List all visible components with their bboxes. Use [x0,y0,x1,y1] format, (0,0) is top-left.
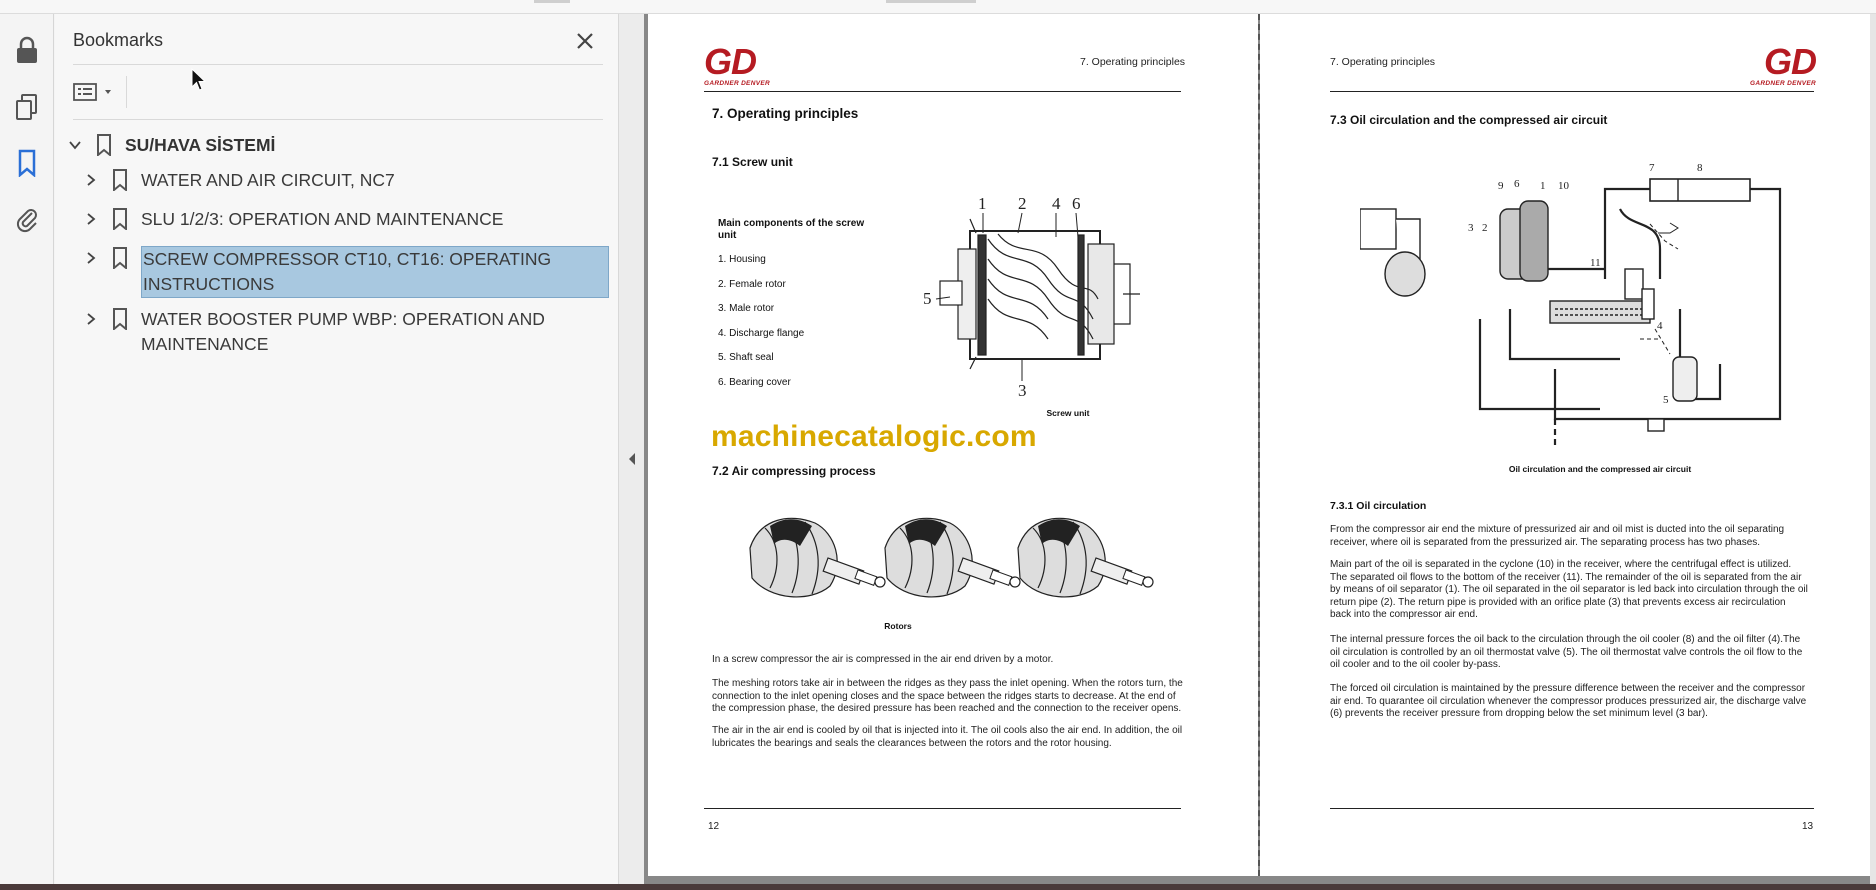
divider [73,64,603,65]
bookmark-label [141,307,545,357]
page-thumbnails-icon[interactable] [9,89,45,125]
diagram-label: 4 [1657,320,1663,332]
diagram-label: 10 [1558,180,1569,192]
bookmark-label-line: MAINTENANCE [141,334,269,354]
diagram-label: 6 [1514,178,1520,190]
bookmark-label-line: SCREW COMPRESSOR CT10, CT16: OPERATING [143,249,552,269]
diagram-label: 5 [1663,394,1669,406]
bookmark-item-water-air-circuit[interactable] [81,168,395,193]
caret-down-icon [103,87,113,97]
bookmark-label-line: INSTRUCTIONS [143,274,275,294]
diagram-label: 6 [1072,194,1081,213]
page-number: 13 [1802,821,1814,832]
lock-icon[interactable] [9,32,45,68]
diagram-label: 3 [1468,222,1474,234]
chevron-right-icon[interactable] [81,168,101,192]
figure-caption: Oil circulation and the compressed air circuit [1508,464,1692,474]
bookmark-item-su-hava[interactable] [65,133,275,158]
page-number: 12 [708,821,720,832]
diagram-label: 11 [1590,257,1601,269]
page-header-text: 7. Operating principles [1330,56,1436,68]
diagram-label: 2 [1482,222,1488,234]
bookmark-icon [107,246,133,270]
chevron-right-icon[interactable] [81,207,101,231]
figure-caption: Screw unit [1046,408,1090,418]
body-paragraph: The forced oil circulation is maintained by the pressure difference between the receiver and the compressor air end. To quarantee oil circulation whenever the compressor produces pressurized air, the discharge valve (6) prevents the receiver pressure from dropping below the set minimum level (3 bar). [1330,683,1807,719]
diagram-label: 3 [1018,381,1027,399]
bookmark-label: SU/HAVA SİSTEMİ [125,135,276,155]
diagram-label: 9 [1498,180,1504,192]
bookmarks-panel [55,14,618,884]
diagram-label: 8 [1697,162,1703,174]
gardner-denver-logo: GD GARDNER DENVER [704,41,770,87]
page-header-text: 7. Operating principles [1080,56,1186,68]
figure-caption: Rotors [884,621,912,631]
bookmark-icon [107,207,133,231]
section-heading: 7.3 Oil circulation and the compressed air circuit [1330,113,1608,127]
taskbar-strip [0,884,1876,890]
close-icon[interactable] [570,26,600,56]
top-toolbar-strip [0,0,1876,14]
divider [126,76,127,108]
body-paragraph: Main part of the oil is separated in the cyclone (10) in the receiver, where the centrifugal effect is utilized. The separated oil flows to the bottom of the receiver (11). The remainder of the oil is separated from the air by means of oil separator (1). The oil separated in the oil separator is led back into circulation through the oil return pipe (2). The return pipe is provided with an orifice plate (3) that prevents excess air recirculation back into the compressor air end. [1330,559,1808,620]
bookmark-item-water-booster[interactable] [81,307,545,357]
chevron-down-icon[interactable] [65,133,85,157]
bookmarks-icon[interactable] [9,145,45,181]
body-paragraph: In a screw compressor the air is compressed in the air end driven by a motor. [712,654,1054,665]
gardner-denver-logo: GD GARDNER DENVER [1750,41,1816,87]
component-item: 4. Discharge flange [718,328,805,339]
bookmark-item-slu[interactable] [81,207,503,232]
panel-splitter[interactable] [618,14,644,884]
subsection-heading: 7.1 Screw unit [712,155,793,169]
chevron-right-icon[interactable] [81,307,101,331]
bookmark-label-selected[interactable] [141,246,609,298]
bookmark-icon [107,307,133,331]
bookmark-icon [91,133,117,157]
diagram-label: 1 [978,194,987,213]
footer-rule [1330,808,1814,809]
diagram-label: 4 [1052,194,1061,213]
diagram-label: 5 [923,289,932,308]
body-paragraph: From the compressor air end the mixture of pressurized air and oil mist is ducted into the oil separating receiver, where oil is separated from the pressurized air. The separating process has two phases. [1330,524,1785,548]
left-tool-rail [0,14,54,884]
attachments-icon[interactable] [9,201,45,237]
toolbar-fragment [886,0,976,3]
component-item: 5. Shaft seal [718,352,774,363]
toolbar-fragment [534,0,570,3]
header-rule [1330,91,1814,92]
watermark-text: machinecatalogic.com [711,420,1037,453]
chevron-right-icon[interactable] [81,246,101,270]
list-options-icon [73,82,99,102]
component-item: 3. Male rotor [718,303,775,314]
oil-circulation-diagram [1360,149,1800,449]
bookmark-label-line: WATER BOOSTER PUMP WBP: OPERATION AND [141,309,545,329]
subsection-heading: 7.2 Air compressing process [712,464,876,478]
vertical-scrollbar[interactable] [1870,14,1876,884]
component-item: 2. Female rotor [718,279,786,290]
collapse-panel-button[interactable] [623,439,641,479]
bookmark-item-screw-compressor[interactable] [81,246,609,298]
mouse-cursor-icon [191,68,207,92]
section-heading: 7. Operating principles [712,106,859,121]
bookmark-label: SLU 1/2/3: OPERATION AND MAINTENANCE [141,209,504,229]
bookmark-icon [107,168,133,192]
components-title: Main components of the screw unit [718,218,865,241]
diagram-label: 2 [1018,194,1027,213]
body-paragraph: The internal pressure forces the oil back to the circulation through the oil cooler (8) and the oil filter (4).The oil circulation is controlled by an oil thermostat valve (5). The oil thermostat valve controls the oil flow to the oil cooler and to the oil cooler by-pass. [1330,634,1803,670]
subsection-heading: 7.3.1 Oil circulation [1330,500,1427,512]
body-paragraph: The meshing rotors take air in between the ridges as they pass the inlet opening. When the rotors turn, the connection to the inlet opening closes and the space between the ridges starts to decrease. At the end of the compression phase, the desired pressure has been reached and the connection to the receiver opens. [712,678,1183,714]
diagram-label: 1 [1540,180,1546,192]
footer-rule [704,808,1181,809]
pdf-page-13 [1260,14,1870,876]
bookmark-options-button[interactable] [73,76,123,108]
chevron-left-icon [627,451,637,467]
component-item: 1. Housing [718,254,766,265]
screw-unit-diagram [918,189,1148,399]
bookmark-label: WATER AND AIR CIRCUIT, NC7 [141,170,395,190]
header-rule [704,91,1181,92]
rotors-illustration [740,508,1160,608]
panel-title: Bookmarks [73,30,164,50]
diagram-label: 7 [1649,162,1655,174]
divider [73,119,603,120]
component-item: 6. Bearing cover [718,377,791,388]
body-paragraph: The air in the air end is cooled by oil that is injected into it. The oil cools also the air end. In addition, the oil lubricates the bearings and seals the clearances between the rotors and the rotor housing. [712,725,1183,749]
